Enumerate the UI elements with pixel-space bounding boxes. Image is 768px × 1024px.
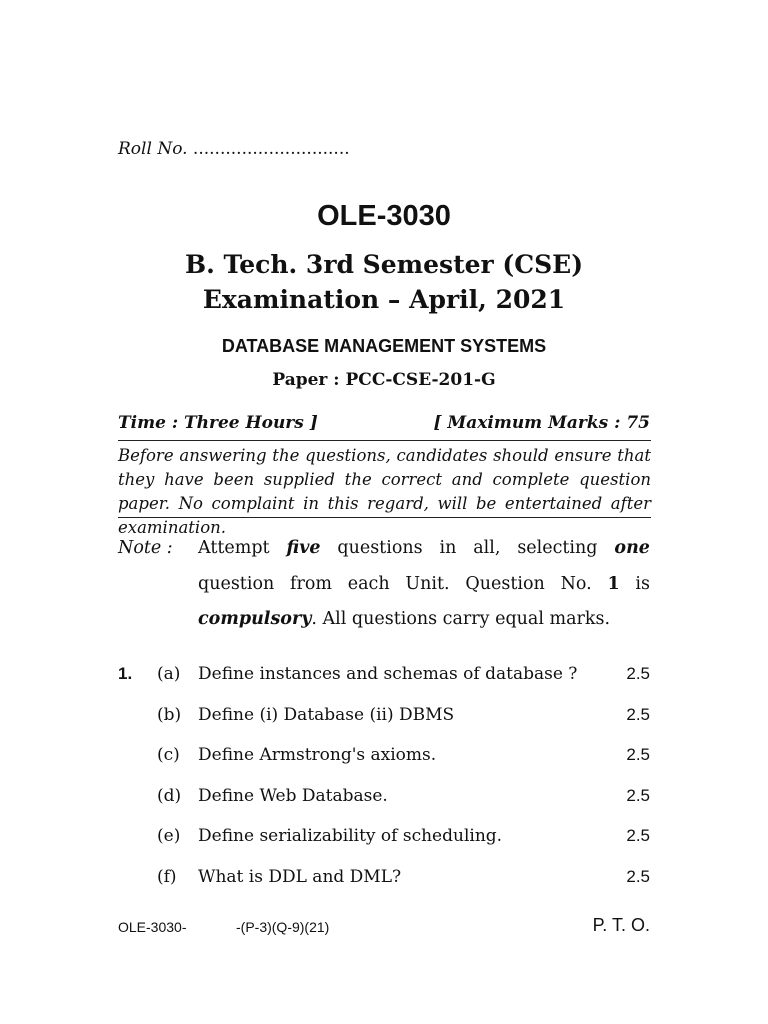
part-text: Define Web Database. <box>198 786 388 806</box>
part-marks: 2.5 <box>626 826 650 845</box>
note-line-3-rest: . All questions carry equal marks. <box>311 609 611 629</box>
part-label: (e) <box>157 826 181 846</box>
part-text: What is DDL and DML? <box>198 867 402 887</box>
note-line-2 <box>198 574 650 594</box>
part-text: Define Armstrong's axioms. <box>198 745 437 765</box>
question-part-e <box>0 826 768 852</box>
part-marks: 2.5 <box>626 867 650 886</box>
question-part-b <box>0 705 768 731</box>
part-label: (a) <box>157 664 181 684</box>
part-marks: 2.5 <box>626 786 650 805</box>
note-word: No. <box>560 574 592 594</box>
question-number: 1. <box>118 664 133 683</box>
note-label: Note : <box>118 538 173 558</box>
part-text: Define serializability of scheduling. <box>198 826 503 846</box>
part-marks: 2.5 <box>626 705 650 724</box>
note-word: question <box>198 574 275 594</box>
note-line-3 <box>198 609 610 629</box>
part-label: (c) <box>157 745 180 765</box>
part-text: Define instances and schemas of database ? <box>198 664 578 684</box>
subject-title: DATABASE MANAGEMENT SYSTEMS <box>221 336 547 356</box>
note-word-emphasis: one <box>614 538 650 558</box>
question-part-c <box>0 745 768 771</box>
divider-bottom <box>118 517 651 518</box>
paper-code: OLE-3030 <box>317 200 451 232</box>
part-label: (d) <box>157 786 182 806</box>
note-word: questions <box>337 538 423 558</box>
exam-title-line1: B. Tech. 3rd Semester (CSE) <box>184 250 584 279</box>
roll-number-blank: ............................. <box>187 139 350 159</box>
roll-number-label: Roll No. <box>118 139 188 159</box>
note-word: Unit. <box>405 574 450 594</box>
roll-number-line <box>118 139 350 159</box>
time-allowed: Time : Three Hours ] <box>118 413 318 433</box>
footer-print-ref: -(P-3)(Q-9)(21) <box>236 919 330 935</box>
note-word: each <box>347 574 390 594</box>
note-word-emphasis: 1 <box>607 574 620 594</box>
note-word: all, <box>473 538 501 558</box>
note-word: Question <box>465 574 545 594</box>
part-label: (b) <box>157 705 182 725</box>
footer-code: OLE-3030- <box>118 919 187 935</box>
part-marks: 2.5 <box>626 664 650 683</box>
part-label: (f) <box>157 867 177 887</box>
note-word: selecting <box>517 538 598 558</box>
question-part-f <box>0 867 768 893</box>
question-part-d <box>0 786 768 812</box>
exam-title-line2: Examination – April, 2021 <box>202 285 566 314</box>
note-word: is <box>635 574 650 594</box>
note-word: Attempt <box>198 538 270 558</box>
note-line-1 <box>198 538 650 558</box>
note-word-emphasis: five <box>286 538 321 558</box>
note-word: from <box>290 574 332 594</box>
divider-top <box>118 440 651 441</box>
part-marks: 2.5 <box>626 745 650 764</box>
note-word-emphasis: compulsory <box>198 609 312 629</box>
footer-pto: P. T. O. <box>592 915 650 935</box>
note-word: in <box>439 538 457 558</box>
paper-id: Paper : PCC-CSE-201-G <box>272 370 496 390</box>
question-part-a <box>0 664 768 690</box>
instructions-text: Before answering the questions, candidates should ensure that they have been supplied the correct and complete question paper. No complaint in this regard, will be entertained after examination. <box>118 446 651 537</box>
part-text: Define (i) Database (ii) DBMS <box>198 705 455 725</box>
maximum-marks: [ Maximum Marks : 75 <box>433 413 650 433</box>
